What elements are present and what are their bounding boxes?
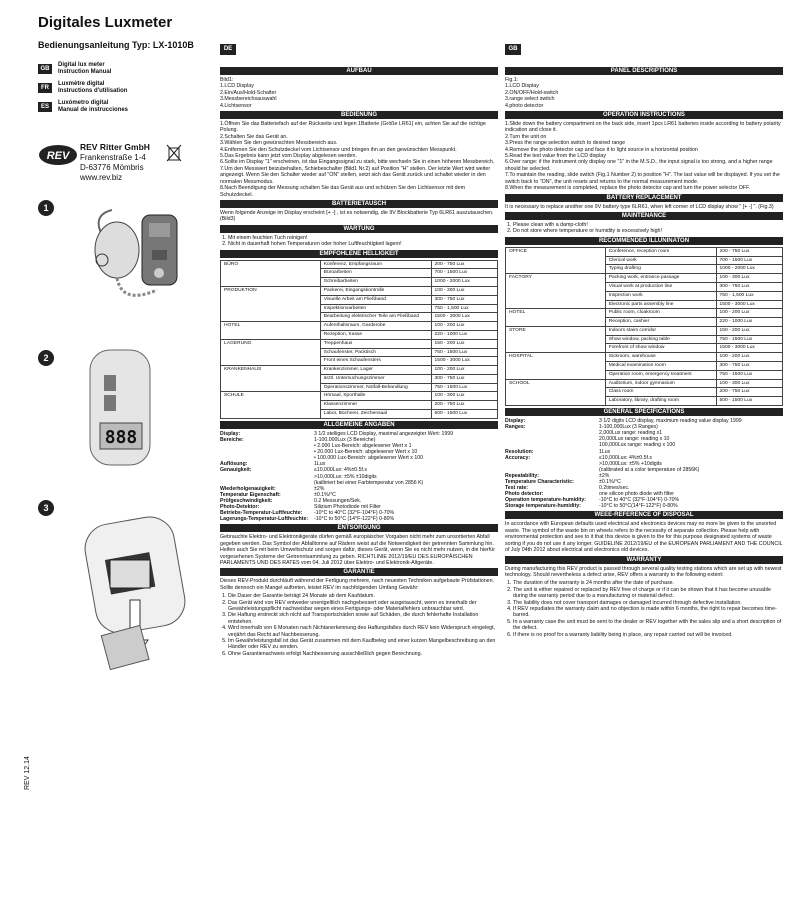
category-cell: LAGERUNG [221,339,321,365]
lux-cell: 200 - 750 Lux [716,247,782,256]
spec-value: 20,000Lux range: reading x 10 [599,436,670,443]
battery-text: It is necessary to replace another one 9V battery type 6LR61, when left corner of LCD display show " [+ -] ". (Fig.3) [505,203,774,210]
spec-list-gb [505,418,783,509]
garantie-intro: Dieses REV-Produkt durchläuft während der Fertigung mehrere, nach neuesten Techniken aufgebaute Prüfstationen. Sollte dennoch ein Mangel auftreten, leistet REV im nachfolgenden Umfang Gewähr: [220,578,495,591]
category-cell: HOTEL [221,322,321,340]
activity-cell: Inspection work [605,291,716,300]
activity-cell: ärztl. Untersuchungszimmer [320,374,431,383]
spec-key: Ranges: [505,424,526,431]
table-row [506,326,783,335]
spec-key: Temperatur Eigenschaft: [220,491,281,498]
activity-cell: Class room [605,388,716,397]
table-row [506,309,783,318]
panel-list: Fig.1: 1.LCD Display 2.ON/OFF/Hold-switch 3.range select switch 4.photo detector [505,77,559,109]
spec-value: ≤10,000Lux: 4%±0.5f.s [314,467,367,474]
lux-cell: 300 - 750 Lux [716,362,782,371]
spec-list-de [220,431,498,522]
lang-text-gb: Digital lux meter Instruction Manual [58,62,112,75]
lux-cell: 750 - 1500 Lux [716,370,782,379]
lang-text-fr: Luxmètre digital Instructions d'utilisation [58,81,128,94]
column-gb [505,44,783,638]
lux-cell: 500 - 1500 Lux [431,410,497,419]
lux-cell: 200 - 750 Lux [716,388,782,397]
spec-value: -10°C to 50°C(14°F-122°F) 0-80% [599,503,678,510]
activity-cell: Aufenthaltsraum, Garderobe [320,322,431,331]
lux-cell: 750 - 1500 Lux [716,335,782,344]
lux-cell: 1000 - 2000 Lux [431,278,497,287]
lcd-digits: 888 [104,427,138,448]
category-cell: BÜRO [221,260,321,286]
lux-cell: 100 - 200 Lux [716,309,782,318]
section-weee-header: WEEE-REFERENCE OF DISPOSAL [505,511,783,519]
spec-value: (calibrated at a color temperature of 2856K) [599,466,700,473]
table-row [221,260,498,269]
spec-value: ±0.1%/°C [599,479,621,485]
lux-cell: 500 - 1500 Lux [716,397,782,406]
category-cell: OFFICE [506,247,606,273]
spec-value: 1Lux [599,448,611,455]
section-operation-header: OPERATION INSTRUCTIONS [505,111,783,119]
activity-cell: Treppenhaus [320,339,431,348]
fig1-device-illustration [62,195,192,325]
table-row [221,286,498,295]
section-spec-header: ALLGEMEINE ANGABEN [220,421,498,429]
lux-cell: 1500 - 3000 Lux [431,357,497,366]
activity-cell: Front eines Schaufensters [320,357,431,366]
activity-cell: Operationszimmer, Notfall-Behandlung [320,383,431,392]
category-cell: STORE [506,326,606,352]
lux-cell: 200 - 750 Lux [431,401,497,410]
lux-cell: 100 - 200 Lux [431,366,497,375]
activity-cell: Inspektionsarbeiten [320,304,431,313]
spec-key: Wiederholgenauigkeit: [220,485,276,492]
lux-cell: 1500 - 3000 Lux [716,344,782,353]
spec-value: ±0.1%/°C [314,491,336,498]
spec-key: Lagerungs-Temperatur-Luftfeuchte: [220,516,309,523]
spec-key: Photo-Detektor: [220,504,260,510]
activity-cell: Electronic parts assembly line [605,300,716,309]
activity-cell: Forefront of show window [605,344,716,353]
spec-value: • 20.000 Lux-Bereich: abgelesener Wert x 10 [314,449,418,456]
lux-cell: 300 - 750 Lux [431,295,497,304]
lux-cell: 750 - 1500 Lux [431,348,497,357]
section-bedienung-header: BEDIENUNG [220,111,498,119]
lux-cell: 220 - 1000 Lux [431,330,497,339]
category-cell: KRANKENHAUS [221,366,321,392]
spec-value: 100,000Lux range: reading x 100 [599,442,676,449]
activity-cell: Konferenz, Empfangsraum [320,260,431,269]
section-aufbau-header: AUFBAU [220,67,498,75]
section-wartung-header: WARTUNG [220,225,498,233]
lux-cell: 1500 - 3000 Lux [431,313,497,322]
spec-key: Auflösung: [220,461,248,468]
category-cell: SCHOOL [506,379,606,405]
activity-cell: Visuelle Arbeit am Fließband [320,295,431,304]
spec-key: Display: [505,418,526,425]
spec-key: Genauigkeit: [220,467,252,474]
activity-cell: Rezeption, Kasse [320,330,431,339]
activity-cell: Clerical work [605,256,716,265]
lux-cell: 150 - 200 Lux [431,339,497,348]
spec-value: ≤10,000Lux: 4%±0.5f.s [599,454,652,461]
lux-cell: 1500 - 3000 Lux [716,300,782,309]
spec-key: Photo detector: [505,491,544,498]
lux-cell: 100 - 300 Lux [431,286,497,295]
section-entsorgung-header: ENTSORGUNG [220,524,498,532]
spec-value: 3 1/2 digits LCD display, maximum reading value display 1999 [599,418,742,425]
spec-key: Test rate: [505,485,528,492]
activity-cell: Show window, packing table [605,335,716,344]
lux-cell: 220 - 1000 Lux [716,318,782,327]
lux-cell: 750 - 1,500 Lux [431,304,497,313]
batterie-text: Wenn folgende Anzeige im Display erscheint [+ -] , ist es notwendig, die 9V Blockbatterie Typ 6LR61 auszutauschen. (Bild3) [220,209,494,223]
section-panel-header: PANEL DESCRIPTIONS [505,67,783,75]
tag-gb: GB [505,44,521,55]
spec-value: 0.2 Messungen/Sek. [314,497,362,504]
spec-key: Prüfgeschwindigkeit: [220,497,273,504]
wartung-list: 1. Mit einem feuchten Tuch reinigen! 2. Nicht in dauerhaft hohen Temperaturen oder hoher Luftfeuchtigkeit lagern! [220,235,498,248]
tag-de: DE [220,44,236,55]
spec-value: 3 1/2 stelliges LCD Display, maximal angezeigter Wert: 1999 [314,430,454,437]
page-subtitle: Bedienungsanleitung Typ: LX-1010B [38,40,194,50]
step-1-badge: 1 [38,200,54,216]
spec-key: Storage temperature-humidity: [505,503,581,510]
spec-value: -10°C to 40°C (32°F-104°F) 0-70% [599,497,680,504]
spec-value: 1-100,000Lux (3 Ranges) [599,424,658,431]
activity-cell: Krankenzimmer, Lager [320,366,431,375]
spec-value: 2,000Lux range: reading x1 [599,430,663,437]
activity-cell: Indoors stairs corridor [605,326,716,335]
garantie-list: 1. Die Dauer der Garantie beträgt 24 Monate ab dem Kaufdatum. 2. Das Gerät wird von REV entweder unentgeltlich nachgebessert oder ausgetauscht, wenn es innerhalb der Gewährleistungspflicht nachweisbar wegen eines Fertigungs- oder Materialfehlers unbrauchbar wird. 3. Die Haftung erstreckt sich nicht auf Transportschäden sowie auf Schäden, die durch fehlerhafte Installation entstehen. 4. Wird innerhalb von 6 Monaten nach Nichtanerkennung des Haftungsfalles durch REV kein Widerspruch eingelegt, verjährt das Recht auf Nachbesserung. 5. Im Gewährleistungsfall ist das Gerät zusammen mit dem Kaufbeleg und einer kurzen Mangelbeschreibung an den Händler oder REV zu senden. 6. Ohne Garantienachweis erfolgt Nachbesserung ausschließlich gegen Berechnung. [220,593,498,657]
activity-cell: Büroarbeiten [320,269,431,278]
lux-cell: 1000 - 2000 Lux [716,265,782,274]
lux-cell: 300 - 750 Lux [716,282,782,291]
spec-value: Silizium Photodiode mit Filter [314,504,381,510]
table-row [506,247,783,256]
brightness-table-de [220,260,498,419]
lux-cell: 150 - 200 Lux [716,326,782,335]
spec-value: • 2.000 Lux-Bereich: abgelesener Wert x 1 [314,443,412,450]
category-cell: HOSPITAL [506,353,606,379]
warranty-list: 1. The duration of the warranty is 24 months after the date of purchase. 2. The unit is either repaired or replaced by REV free of charge or if it can be shown that it has become unusable during the warranty period due to a manufacturing or material defect. 3. The liability does not cover transport damages or damaged incurred through defective installation. 4. If REV repudiates the warranty claim and no objection is made within 6 months, the right to repair becomes time-barred. 5. In a warranty case the unit must be sent to the dealer or REV together with the sales slip and a short description of the defect. 6. If there is no proof for a warranty liability being in place, any repair carried out will be invoiced. [505,580,783,638]
footer-code: REV 12.14 [24,756,31,790]
spec-key: Operation temperature-humidity: [505,497,586,504]
category-cell: FACTORY [506,274,606,309]
category-cell: HOTEL [506,309,606,327]
section-batterie-header: BATTERIETAUSCH [220,200,498,208]
activity-cell: Bearbeitung elektrischer Teile am Fließband [320,313,431,322]
section-illumination-header: RECOMMENDED ILLUNINATON [505,237,783,245]
spec-value: -10°C to 50°C (14°F-122°F) 0-80% [314,516,395,523]
brand-city: D-63776 Mömbris [80,163,144,172]
maintenance-list: 1. Please clean with a damp-cloth! 2. Do not store where temperature or humidity is excessively high! [505,222,783,235]
brand-web: www.rev.biz [80,173,123,182]
spec-value: >10,000Lux: ±5% +10digits [599,460,662,467]
page-title: Digitales Luxmeter [38,14,173,31]
activity-cell: Hörsaal, Sporthalle [320,392,431,401]
activity-cell: Packing work, entrance passage [605,274,716,283]
table-row [506,274,783,283]
lang-text-es: Luxómetro digital Manual de instrucciones [58,100,129,113]
lux-cell: 750 - 1500 Lux [431,383,497,392]
spec-row [505,503,783,509]
spec-key: Temperature Characteristic: [505,479,574,485]
activity-cell: Auditorium, indoor gymnasium [605,379,716,388]
spec-value: ±2% [599,472,610,479]
activity-cell: Operation room, emergency treatment [605,370,716,379]
aufbau-list: Bild1: 1.LCD Display 2.Ein/Aus/Hold-Schalter 3.Messbereichsauswahl 4.Lichtsensor [220,77,277,109]
lux-cell: 750 - 1,500 Lux [716,291,782,300]
spec-value: 1Lux [314,461,326,468]
spec-key: Resolution: [505,448,534,455]
brand-street: Frankenstraße 1-4 [80,153,146,162]
lux-cell: 700 - 1500 Lux [431,269,497,278]
activity-cell: Schaufenster, Packtisch [320,348,431,357]
svg-text:REV: REV [46,150,70,162]
lang-badge-gb: GB [38,64,52,74]
weee-bin-icon [166,144,182,162]
table-row [221,339,498,348]
activity-cell: Packerei, Eingangskontrolle [320,286,431,295]
weee-text: In accordance with European defaults used electrical and electronics devices may no more be given to the unsorted waste. The symbol of the waste bin on wheels refers to the necessity of separate collection. Please help with environmental protection and see to it that this device is given to the for this purpose designated systems of waste sorting if you do not use it any longer. GUIDELINE 2012/19/EU of the EUROPEAN PARLIAMENT AND THE COUNCIL of July 04th 2012 about electrical and electronics old devices. [505,521,783,554]
warranty-intro: During manufacturing this REV product is passed through several quality testing stations which are set up with newest technology. Should nevertheless a defect arise, REV offers a warranty to the following extent: [505,565,782,578]
activity-cell: Sickroom, warehouse [605,353,716,362]
table-row [221,366,498,375]
spec-key: Display: [220,430,241,437]
section-garantie-header: GARANTIE [220,568,498,576]
section-warranty-header: WARRANTY [505,556,783,564]
operation-list: 1.Slide down the battery compartment on the back side, insert 1pcs LR61 batteries inside according to battery polarity indication and close it. 2.Turn the unit on 3.Press the range selection switch to desired range 4.Remove the photo detector cap and face it to light source in a horizontal position 5.Read the test value from the LCD display 6.Over range: if the instrument only display one "1" in the M.S.D., the input signal is too strong, and a higher range should be selected. 7.To maintain the reading, slide switch (Fig.1 Number 2) to position "H". The last value will be displayed. If you set the switch back to "ON", the unit resets and returns to the normal measurement mode. 8.When the measurement is completed, replace the photo detector cap and turn the power selector OFF. [505,121,781,192]
spec-key: Accuracy: [505,454,531,461]
table-row [506,353,783,362]
spec-key: Bereiche: [220,436,244,443]
spec-row [220,516,498,522]
activity-cell: Medical examination room [605,362,716,371]
table-row [506,379,783,388]
lux-cell: 700 - 1500 Lux [716,256,782,265]
step-3-badge: 3 [38,500,54,516]
lux-cell: 100 - 300 Lux [716,379,782,388]
spec-key: Repeatability: [505,472,540,479]
lux-cell: 100 - 300 Lux [431,392,497,401]
fig3-battery-replacement [60,500,200,670]
spec-value: ±2% [314,485,325,492]
spec-value: one silicon photo diode with filter [599,491,674,498]
spec-value: 1-100.000Lux (3 Bereiche) [314,436,376,443]
spec-key: Betriebs-Temperatur-Luftfeuchte: [220,510,303,517]
activity-cell: Reception, cashier [605,318,716,327]
table-row [221,392,498,401]
section-maintenance-header: MAINTENANCE [505,212,783,220]
spec-value: -10°C to 40°C (32°F-104°F) 0-70% [314,510,395,517]
activity-cell: Typing drafting [605,265,716,274]
lux-cell: 300 - 750 Lux [431,374,497,383]
spec-value: (kalibriert bei einer Farbtemperatur von 2856 K) [314,479,424,486]
activity-cell: Conference, reception room [605,247,716,256]
entsorgung-text: Gebrauchte Elektro- und Elektronikgeräte dürfen gemäß europäischer Vorgaben nicht mehr zum unsortierten Abfall gegeben werden. Das Symbol der Abfalltonne auf Rädern weist auf die Notwendigkeit der getrennten Sammlung hin. Helfen auch Sie mit beim Umweltschutz und sorgen dafür, dieses Gerät, wenn Sie es nicht mehr nutzen, in die hierfür vorgesehenen Systeme der Getrenntsammlung zu geben. RICHTLINIE 2012/19/EU DES EUROPÄISCHEN PARLAMENTS UND DES RATES vom 04. Juli 2012 über Elektro- und Elektronik-Altgeräte. [220,534,495,566]
brand-name: REV Ritter GmbH [80,142,150,152]
activity-cell: Labor, Bücherei, Zeichensaal [320,410,431,419]
spec-value: 0.2times/sec. [599,485,630,492]
lux-cell: 100 - 200 Lux [716,353,782,362]
lux-cell: 100 - 200 Lux [431,322,497,331]
brand-block [38,142,188,187]
category-cell: SCHULE [221,392,321,418]
activity-cell: Visual work at production line [605,282,716,291]
lux-cell: 200 - 750 Lux [431,260,497,269]
activity-cell: Public room, cloakroom [605,309,716,318]
activity-cell: Schreibarbeiten [320,278,431,287]
lang-badge-fr: FR [38,83,52,93]
activity-cell: Klassenzimmer [320,401,431,410]
activity-cell: Laboratory, library, drafting room [605,397,716,406]
illumination-table-gb [505,247,783,406]
rev-logo [38,144,78,166]
lang-badge-es: ES [38,102,52,112]
section-hell-header: EMPFOHLENE HELLIGKEIT [220,250,498,258]
table-row [221,322,498,331]
category-cell: PRODUKTION [221,286,321,321]
spec-value: • 100.000 Lux-Bereich: abgelesener Wert x 100 [314,455,423,462]
section-gspec-header: GENERAL SPECIFICATIONS [505,408,783,416]
bedienung-list: 1.Öffnen Sie das Batteriefach auf der Rückseite und legen 1Batterie (Größe LR61) ein, achten Sie auf die richtige Polung. 2.Schalten Sie das Gerät an. 3.Wählen Sie den gewünschten Messbereich aus. 4.Entfernen Sie den Schutzdeckel vom Lichtsensor und bringen ihn an den gewünschten Messpunkt. 5.Das Ergebnis kann jetzt vom Display abgelesen werden. 6.Sollte im Display "1" erscheinen, ist das Eingangssignal zu stark, bitte wechseln Sie in einen höheren Messbereich. 7.Um den Messwert beizubehalten, Schiebeschalter (Bild1 Nr.2) auf Position "H" stellen. Der letzte Wert wird weiter angezeigt. Wenn Sie den Schalter wieder auf "ON" stellen, setzt sich das Gerät zurück und schaltet wieder in den normalen Messmodus. 8.Nach Beendigung der Messung schalten Sie das Gerät aus und schützen Sie den Lichtsensor mit dem Schutzdeckel. [220,121,495,198]
section-battery-header: BATTERY REPLACEMENT [505,194,783,202]
fig2-device-front [70,345,170,470]
spec-value: >10,000Lux: ±5% ±10digits [314,473,377,480]
lux-cell: 100 - 300 Lux [716,274,782,283]
step-2-badge: 2 [38,350,54,366]
column-de [220,44,498,657]
